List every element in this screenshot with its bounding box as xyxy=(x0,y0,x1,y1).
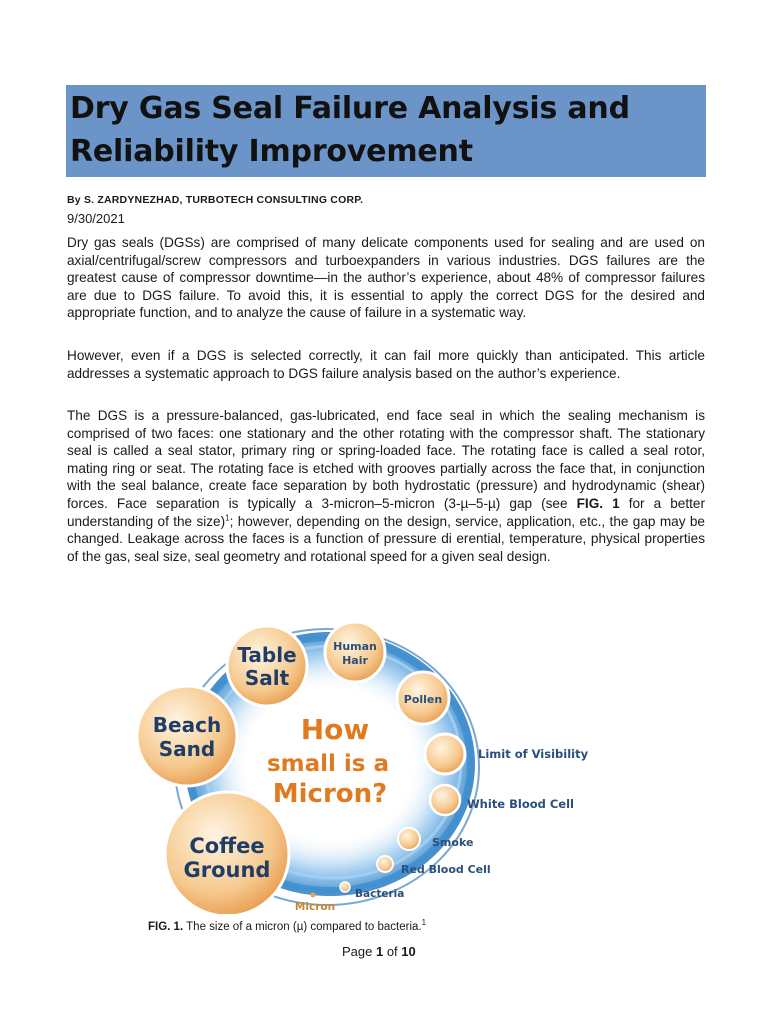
bubble-pollen xyxy=(397,672,449,724)
page-prefix: Page xyxy=(342,944,376,959)
svg-text:Red Blood Cell: Red Blood Cell xyxy=(401,863,491,876)
page-total: 10 xyxy=(401,944,416,959)
svg-text:Pollen: Pollen xyxy=(403,693,443,706)
footnote-ref[interactable]: 1 xyxy=(225,513,230,523)
bubble-beach-sand xyxy=(137,686,237,786)
svg-text:White Blood Cell: White Blood Cell xyxy=(467,797,574,811)
svg-text:Human: Human xyxy=(333,640,377,653)
svg-text:Hair: Hair xyxy=(342,654,368,667)
page-current: 1 xyxy=(375,944,384,959)
center-line-2: small is a xyxy=(266,751,390,777)
page-of: of xyxy=(383,944,402,959)
svg-text:Beach: Beach xyxy=(152,713,222,737)
paragraph-intro: Dry gas seals (DGSs) are comprised of many delicate components used for sealing and are used on axial/centrifugal/screw compressors and turboexpanders in various industries. DGS failures are the greatest cause of compressor downtime—in the author’s experience, about 48% of compressor failures are due to DGS failure. To avoid this, it is essential to apply the correct DGS for the desired and appropriate function, and to analyze the cause of failure in a systematic way. xyxy=(67,235,705,321)
page-indicator xyxy=(342,944,416,959)
micron-illustration xyxy=(135,614,615,914)
svg-text:Smoke: Smoke xyxy=(432,836,474,849)
author-byline: By S. ZARDYNEZHAD, TURBOTECH CONSULTING CORP. xyxy=(67,194,364,206)
svg-text:Coffee: Coffee xyxy=(189,834,265,858)
bubble-white-blood-cell xyxy=(430,785,574,815)
paragraph-mechanism xyxy=(67,407,705,565)
figure-reference-link[interactable]: FIG. 1 xyxy=(576,495,620,511)
center-line-3: Micron? xyxy=(272,779,388,809)
publish-date: 9/30/2021 xyxy=(67,211,125,226)
caption-label: FIG. 1. xyxy=(148,921,184,933)
bubble-coffee-ground xyxy=(165,792,289,914)
svg-text:Salt: Salt xyxy=(244,666,290,690)
caption-footnote-ref[interactable]: 1 xyxy=(421,918,427,928)
paragraph-mechanism-part-c: ; however, depending on the design, service, application, etc., the gap may be changed. Leakage across the faces is a function of pressure di erential, temperature, physical properties of the gas, seal size, seal geometry and rotational speed for a given seal design. xyxy=(67,513,705,564)
caption-text: The size of a micron (µ) compared to bacteria. xyxy=(183,921,422,933)
svg-text:Table: Table xyxy=(237,643,297,667)
bubble-limit-visibility xyxy=(425,734,589,774)
title-banner xyxy=(66,85,706,177)
figure-caption xyxy=(148,918,427,933)
paragraph-scope: However, even if a DGS is selected correctly, it can fail more quickly than anticipated. This article addresses a systematic approach to DGS failure analysis based on the author’s experience. xyxy=(67,348,705,381)
center-line-1: How xyxy=(300,713,370,746)
svg-text:Bacteria: Bacteria xyxy=(355,888,405,900)
paragraph-mechanism-part-b: for a better understanding of the size) xyxy=(67,495,705,529)
svg-text:Limit of Visibility: Limit of Visibility xyxy=(478,747,589,761)
svg-text:Sand: Sand xyxy=(158,737,216,761)
micron-size-figure xyxy=(135,614,615,914)
paragraph-mechanism-part-a: The DGS is a pressure-balanced, gas-lubricated, end face seal in which the sealing mechanism is comprised of two faces: one stationary and the other rotating with the compressor shaft. The stationary seal is called a seal stator, primary ring or spring-loaded face. The rotating face is called a seal rotor, mating ring or seat. The rotating face is etched with grooves partially across the face that, in conjunction with the seal balance, create face separation by both hydrostatic (pressure) and hydrodynamic (shear) forces. Face separation is typically a 3-micron–5-micron (3-µ–5-µ) gap (see xyxy=(67,408,705,511)
svg-text:Ground: Ground xyxy=(183,858,271,882)
bubble-table-salt xyxy=(227,626,307,706)
bubble-human-hair xyxy=(325,622,385,682)
article-title: Dry Gas Seal Failure Analysis and Reliability Improvement xyxy=(70,91,630,169)
svg-text:Micron: Micron xyxy=(294,901,336,913)
